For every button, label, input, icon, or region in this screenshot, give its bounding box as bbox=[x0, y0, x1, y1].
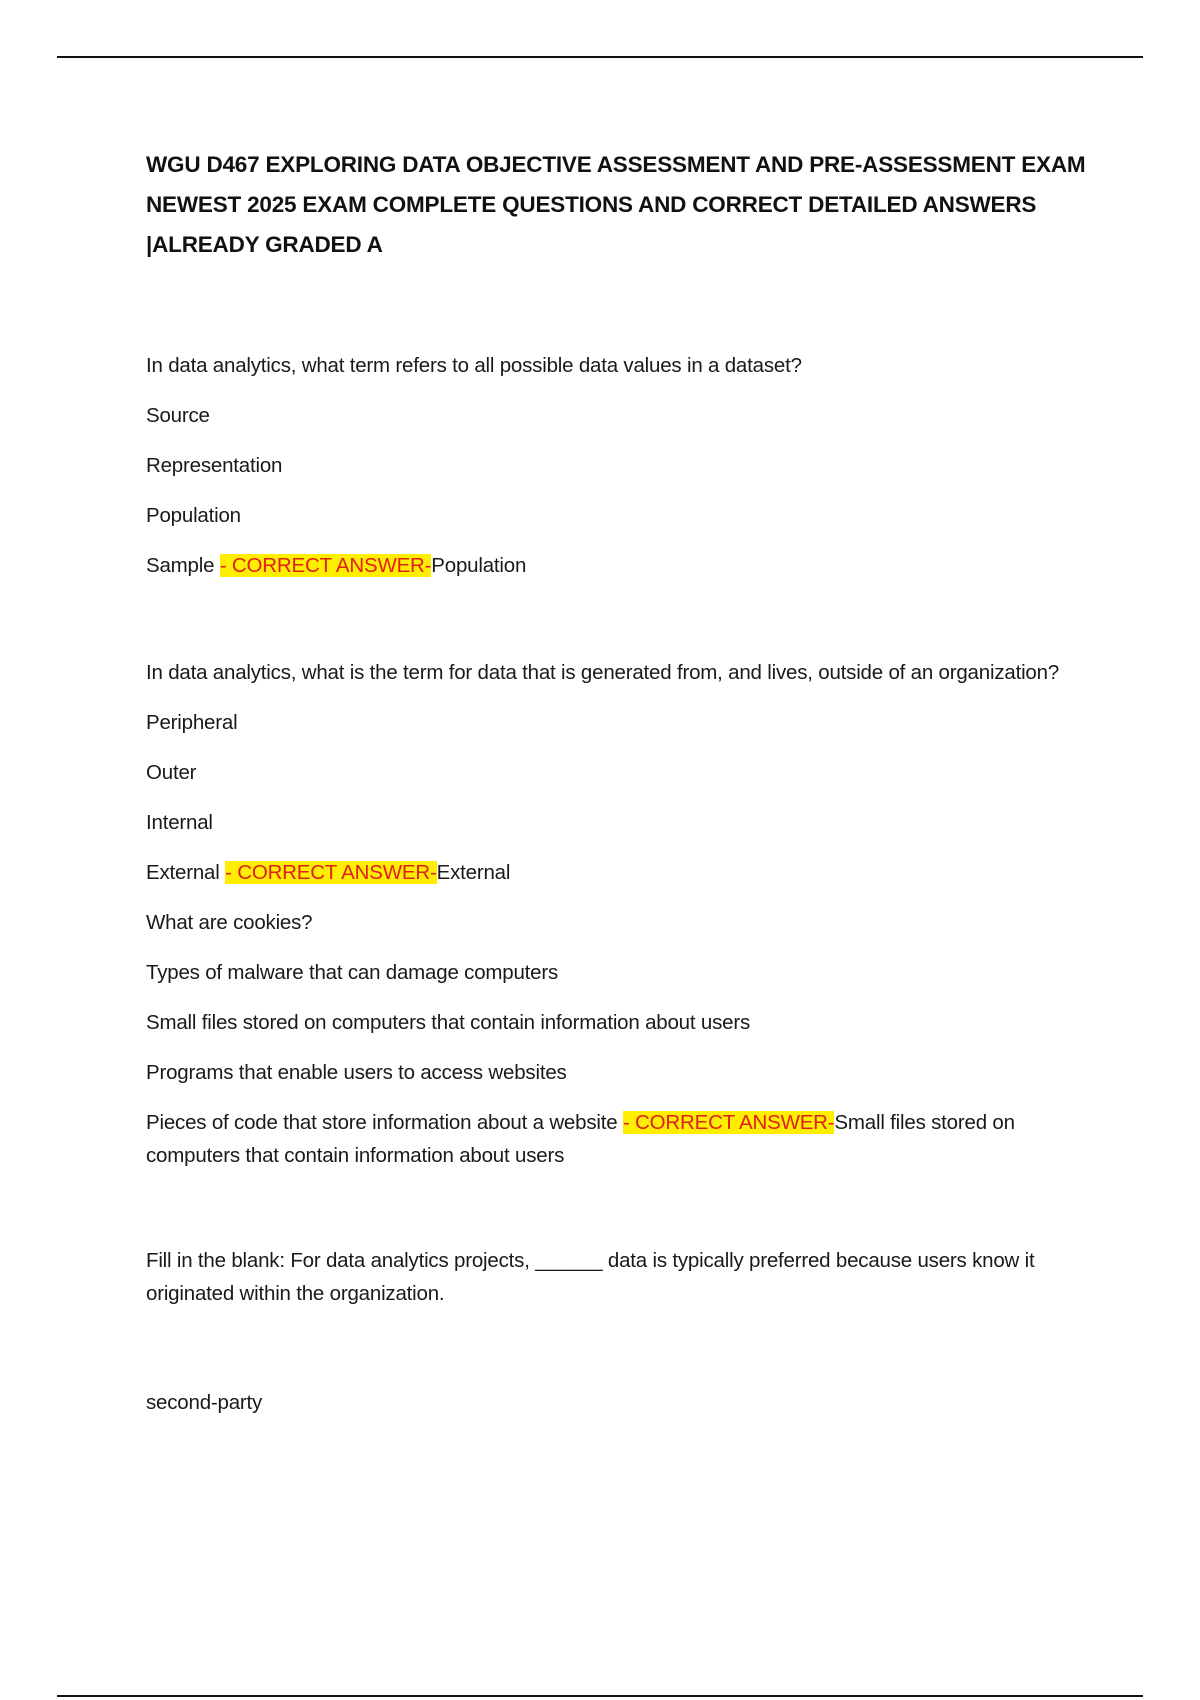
question-3 bbox=[146, 906, 1096, 1172]
option: Peripheral bbox=[146, 711, 238, 734]
question-2 bbox=[146, 656, 1096, 889]
option: Outer bbox=[146, 761, 197, 784]
correct-answer: Small files stored on computers that contain information about users bbox=[146, 1111, 1015, 1167]
option: Population bbox=[146, 504, 241, 527]
option: Types of malware that can damage computers bbox=[146, 961, 559, 984]
question-stem: In data analytics, what term refers to all possible data values in a dataset? bbox=[146, 354, 802, 377]
question-stem: In data analytics, what is the term for data that is generated from, and lives, outside of an organization? bbox=[146, 661, 1060, 684]
correct-answer-marker: - CORRECT ANSWER- bbox=[622, 1111, 835, 1134]
top-rule bbox=[57, 56, 1143, 58]
correct-answer: Population bbox=[431, 554, 527, 577]
correct-answer: External bbox=[436, 861, 511, 884]
answer-line bbox=[146, 549, 1096, 582]
question-4 bbox=[146, 1244, 1096, 1419]
answer-line bbox=[146, 1106, 1096, 1172]
last-option: External bbox=[146, 861, 220, 884]
option: Internal bbox=[146, 811, 213, 834]
question-stem: What are cookies? bbox=[146, 911, 313, 934]
option: Source bbox=[146, 404, 210, 427]
option: second-party bbox=[146, 1391, 263, 1414]
last-option: Sample bbox=[146, 554, 215, 577]
answer-line bbox=[146, 856, 1096, 889]
bottom-rule bbox=[57, 1695, 1143, 1697]
correct-answer-marker: - CORRECT ANSWER- bbox=[225, 861, 437, 884]
option: Representation bbox=[146, 454, 283, 477]
option: Small files stored on computers that contain information about users bbox=[146, 1011, 750, 1034]
question-1 bbox=[146, 349, 1096, 582]
correct-answer-marker: - CORRECT ANSWER- bbox=[219, 554, 432, 577]
spacer bbox=[146, 1327, 1096, 1386]
document-title: WGU D467 EXPLORING DATA OBJECTIVE ASSESSMENT AND PRE-ASSESSMENT EXAM NEWEST 2025 EXAM COMPLETE QUESTIONS AND CORRECT DETAILED ANSWERS |ALREADY GRADED A bbox=[146, 152, 1086, 257]
last-option: Pieces of code that store information about a website bbox=[146, 1111, 618, 1134]
question-stem: Fill in the blank: For data analytics projects, ______ data is typically preferred because users know it originated within the organization. bbox=[146, 1249, 1035, 1305]
document-body bbox=[146, 145, 1096, 1436]
option: Programs that enable users to access websites bbox=[146, 1061, 567, 1084]
